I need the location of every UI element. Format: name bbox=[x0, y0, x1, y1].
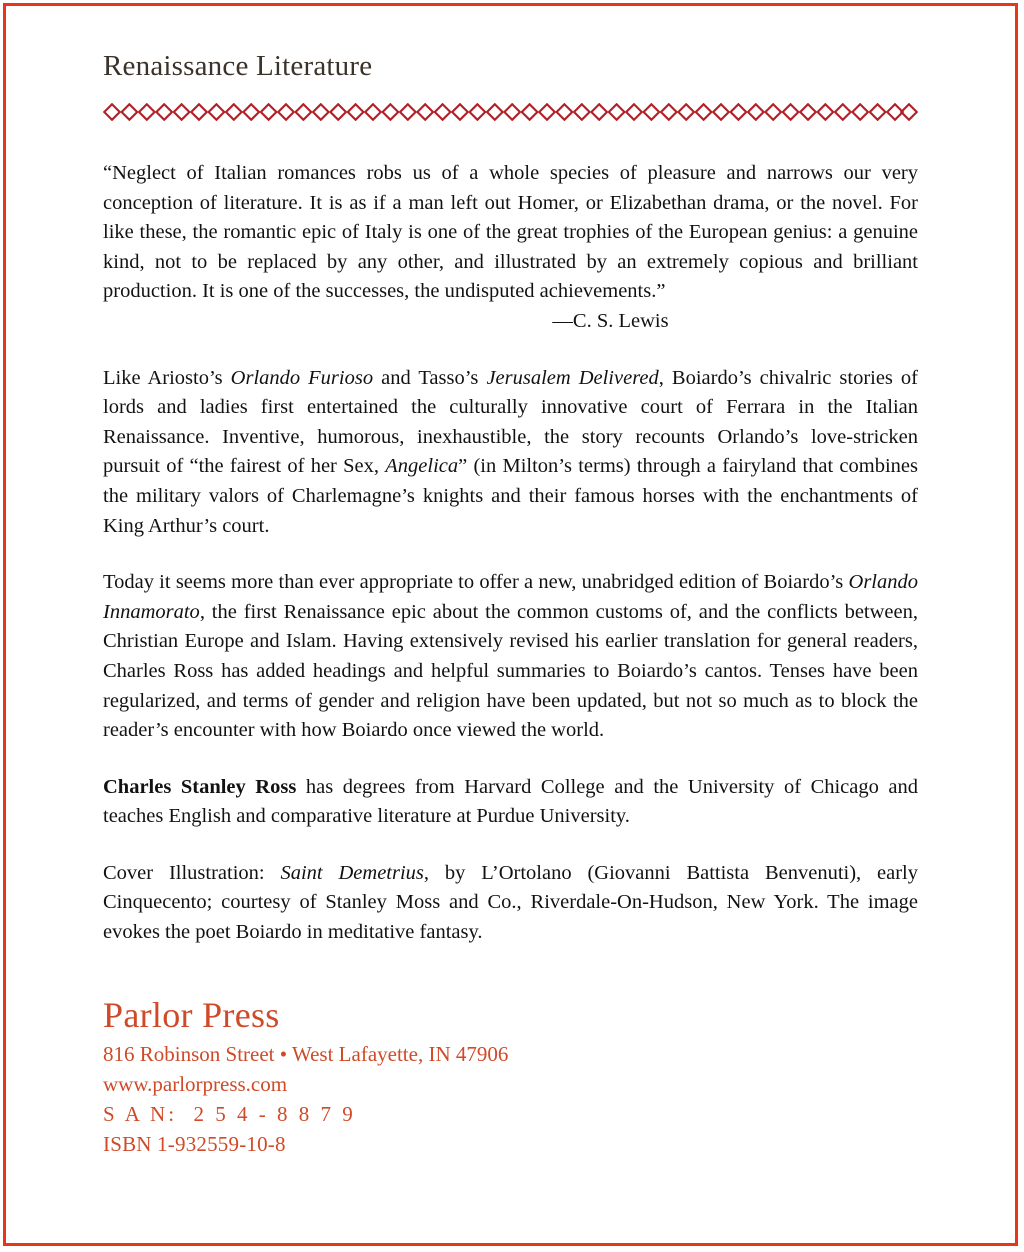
publisher-san: S A N: 2 5 4 - 8 8 7 9 bbox=[103, 1101, 356, 1126]
paragraph-author-bio: Charles Stanley Ross has degrees from Harvard College and the University of Chicago and teaches English and comparative literature at Purdue University. bbox=[103, 775, 919, 828]
publisher-block bbox=[103, 995, 918, 1159]
publisher-name: Parlor Press bbox=[103, 994, 280, 1035]
publisher-website-link[interactable]: www.parlorpress.com bbox=[103, 1071, 288, 1096]
cover-frame bbox=[3, 3, 1018, 1246]
paragraph-today: Today it seems more than ever appropriate to offer a new, unabridged edition of Boiardo’s Orlando Innamorato, the first Renaissance epic about the common customs of, and the conflicts between, Christian Europe and Islam. Having extensively revised his earlier translation for general readers, Charles Ross has added headings and helpful summaries to Boiardo’s cantos. Tenses have been regularized, and terms of gender and religion have been updated, but not so much as to block the reader’s encounter with how Boiardo once viewed the world. bbox=[103, 571, 918, 742]
quote-attribution: —C. S. Lewis bbox=[552, 309, 669, 332]
publisher-address: 816 Robinson Street • West Lafayette, IN 47906 bbox=[103, 1041, 509, 1066]
publisher-isbn: ISBN 1-932559-10-8 bbox=[103, 1131, 286, 1156]
quote-text: “Neglect of Italian romances robs us of a whole species of pleasure and narrows our very conception of literature. It is as if a man left out Homer, or Elizabethan drama, or the novel. For like these, the romantic epic of Italy is one of the great trophies of the European genius: a genuine kind, not to be replaced by any other, and illustrated by an extremely copious and brilliant production. It is one of the successes, the undisputed achievements.” bbox=[103, 162, 918, 303]
diamond-chain-divider-icon bbox=[103, 103, 918, 121]
paragraph-like-ariosto: Like Ariosto’s Orlando Furioso and Tasso’s Jerusalem Delivered, Boiardo’s chivalric stories of lords and ladies first entertained the culturally innovative court of Ferrara in the Italian Renaissance. Inventive, humorous, inexhaustible, the story recounts Orlando’s love-stricken pursuit of “the fairest of her Sex, Angelica” (in Milton’s terms) through a fairyland that combines the military valors of Charlemagne’s knights and their famous horses with the enchantments of King Arthur’s court. bbox=[103, 366, 919, 537]
back-cover-content bbox=[103, 50, 918, 1159]
page-title: Renaissance Literature bbox=[103, 50, 373, 82]
paragraph-cover-illustration: Cover Illustration: Saint Demetrius, by L’Ortolano (Giovanni Battista Benvenuti), early Cinquecento; courtesy of Stanley Moss and Co., Riverdale-On-Hudson, New York. The image evokes the poet Boiardo in meditative fantasy. bbox=[103, 861, 918, 944]
pull-quote bbox=[103, 159, 918, 337]
